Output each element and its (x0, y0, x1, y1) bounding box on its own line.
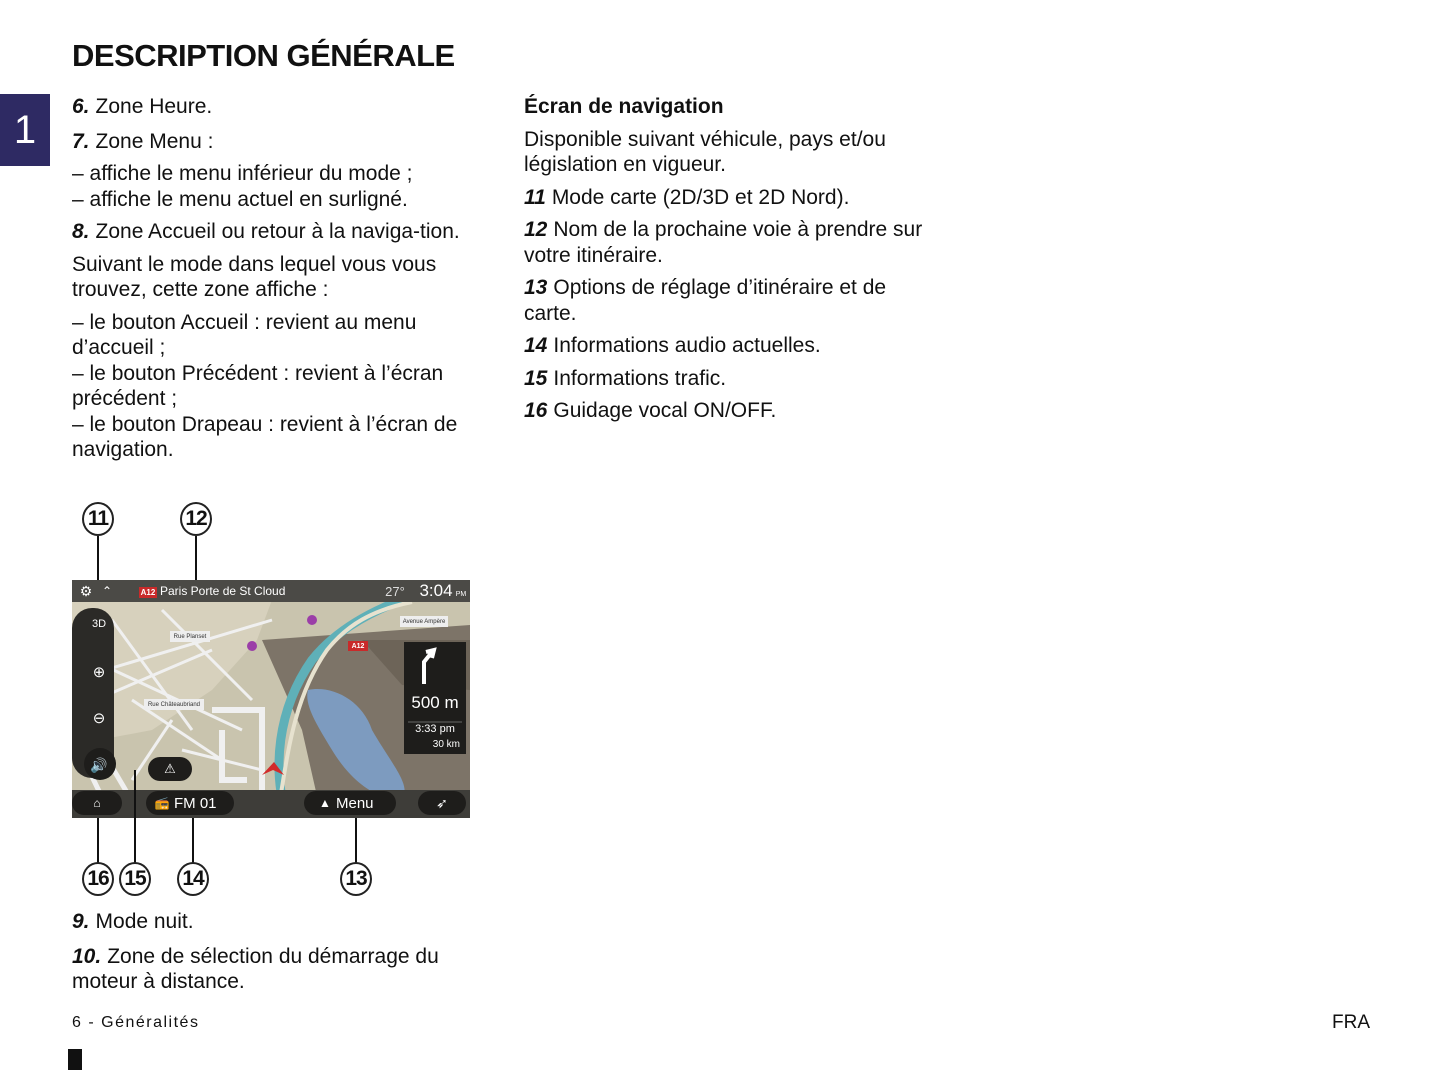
item-number: 14 (524, 334, 548, 357)
item-text: Zone Menu : (95, 129, 214, 153)
item-10 (72, 944, 452, 995)
callout-14: 14 (177, 862, 209, 896)
next-street-label: Paris Porte de St Cloud (160, 584, 286, 598)
item-text: Options de réglage d’itinéraire et de carte. (524, 276, 887, 325)
item-number: 6. (72, 95, 90, 118)
item-8 (72, 219, 472, 245)
callout-13: 13 (340, 862, 372, 896)
item-text: Mode carte (2D/3D et 2D Nord). (551, 185, 850, 209)
eta: 3:33 pm (415, 723, 455, 735)
callout-12: 12 (180, 502, 212, 536)
item-6 (72, 94, 472, 120)
callout-line (134, 770, 136, 864)
item-number: 8. (72, 220, 90, 243)
item-number: 10. (72, 944, 102, 968)
callout-line (195, 536, 197, 580)
item-9 (72, 909, 472, 935)
item-number: 7. (72, 129, 90, 153)
item-number: 11 (524, 185, 546, 209)
item-7 (72, 129, 472, 155)
callout-line (97, 536, 99, 580)
item-text: Informations audio actuelles. (553, 334, 821, 357)
item-number: 13 (524, 276, 548, 299)
page-title: DESCRIPTION GÉNÉRALE (72, 38, 455, 73)
item-text: Informations trafic. (553, 366, 727, 390)
item-text: Nom de la prochaine voie à prendre sur votre itinéraire. (524, 218, 923, 267)
zoom-in-icon[interactable]: ⊕ (92, 664, 106, 681)
clock-suffix: PM (455, 590, 467, 598)
temperature: 27° (385, 583, 405, 599)
item-number: 15 (524, 366, 548, 390)
turn-distance: 500 m (411, 693, 459, 712)
item-11 (524, 185, 924, 211)
route-options-icon[interactable]: ➶ (436, 794, 448, 811)
section-heading: Écran de navigation (524, 95, 724, 118)
map-mode-button[interactable]: 3D (91, 618, 107, 630)
bullet: – affiche le menu actuel en surligné. (72, 187, 408, 211)
bullet: – le bouton Précédent : revient à l’écran précédent ; (72, 361, 444, 410)
navigation-screen (72, 580, 470, 818)
radio-icon: 📻 (154, 796, 170, 810)
road-badge: A12 (140, 588, 156, 597)
item-15 (524, 366, 924, 392)
left-column-bottom (72, 909, 472, 995)
zoom-out-icon[interactable]: ⊖ (92, 710, 106, 727)
navigation-arrow-icon: ▲ (319, 796, 331, 810)
item-text: Guidage vocal ON/OFF. (553, 399, 777, 422)
item-14 (524, 333, 924, 359)
map-label-chateaubriand: Rue Châteaubriand (144, 699, 204, 710)
callout-11: 11 (82, 502, 114, 536)
item-text: Zone Heure. (95, 95, 213, 118)
settings-icon[interactable]: ⚙ (79, 582, 93, 599)
callout-16: 16 (82, 862, 114, 896)
item-13 (524, 275, 924, 326)
intro-text: Disponible suivant véhicule, pays et/ou législation en vigueur. (524, 127, 886, 176)
item-text: Mode nuit. (95, 910, 194, 933)
item-number: 12 (524, 218, 548, 241)
bullet: – le bouton Accueil : revient au menu d’accueil ; (72, 310, 417, 359)
map-label-a12: A12 (351, 642, 365, 650)
item-number: 9. (72, 910, 90, 933)
paragraph: Suivant le mode dans lequel vous vous trouvez, cette zone affiche : (72, 252, 437, 301)
traffic-icon[interactable]: ⚠ (164, 761, 176, 776)
callout-line (97, 818, 99, 864)
item-12 (524, 217, 924, 268)
callout-line (192, 818, 194, 864)
item-text: Zone de sélection du démarrage du moteur à distance. (72, 944, 439, 993)
item-text: Zone Accueil ou retour à la naviga-tion. (95, 220, 460, 243)
language-code: FRA (1332, 1012, 1370, 1033)
home-icon[interactable]: ⌂ (93, 796, 101, 810)
bullet: – le bouton Drapeau : revient à l’écran de navigation. (72, 412, 458, 461)
right-column (524, 94, 924, 424)
voice-guidance-icon[interactable]: 🔊 (90, 756, 108, 773)
item-16 (524, 398, 924, 424)
map-label-street: Rue Planset (170, 631, 210, 642)
left-column-top (72, 94, 472, 463)
chapter-tab: 1 (0, 94, 50, 166)
page-marker (68, 1049, 82, 1070)
item-number: 16 (524, 399, 548, 422)
callout-15: 15 (119, 862, 151, 896)
bullet: – affiche le menu inférieur du mode ; (72, 162, 413, 185)
clock: 3:04 (419, 581, 453, 600)
callout-line (355, 818, 357, 864)
audio-source-button[interactable]: FM 01 (174, 794, 217, 812)
remaining-distance: 30 km (432, 738, 460, 750)
chevron-up-icon[interactable]: ⌃ (101, 584, 113, 598)
map-label-ampere: Avenue Ampère (400, 616, 448, 627)
menu-button[interactable]: Menu (336, 794, 374, 812)
page-footer: 6 - Généralités (72, 1014, 200, 1031)
